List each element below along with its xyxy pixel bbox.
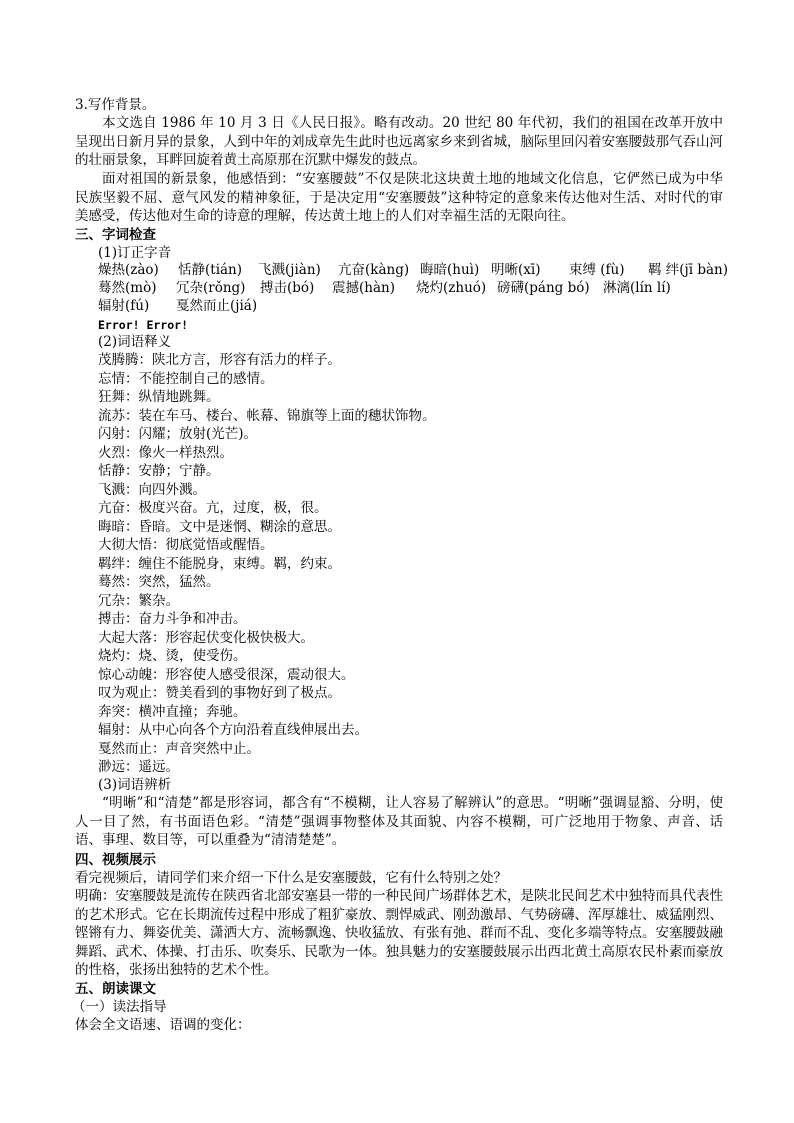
pinyin-item: 搏击(bó) bbox=[260, 280, 315, 296]
pinyin-item: 辐射(fú) bbox=[98, 298, 150, 314]
heading-word-check: 三、字词检查 bbox=[75, 227, 156, 243]
reading-subheading: （一）读法指导 bbox=[72, 999, 167, 1015]
heading-reading: 五、朗读课文 bbox=[75, 981, 156, 997]
definition-item: 渺远：遥远。 bbox=[98, 759, 179, 775]
discrimination-paragraph: “明晰”和“清楚”都是形容词，都含有“不模糊，让人容易了解辨认”的意思。“明晰”强调显豁、分明，使人一目了然，有书面语色彩。“清楚”强调事物整体及其面貌、内容不模糊，可广泛地用于物象、声音、话语、事理、数目等，可以重叠为“清清楚楚”。 bbox=[75, 795, 723, 849]
definition-item: 火烈：像火一样热烈。 bbox=[98, 444, 233, 461]
definition-item: 叹为观止：赞美看到的事物好到了极点。 bbox=[98, 685, 341, 701]
pinyin-item: 蓦然(mò) bbox=[98, 280, 157, 296]
heading-video: 四、视频展示 bbox=[75, 852, 156, 868]
definition-item: 大起大落：形容起伏变化极快极大。 bbox=[98, 629, 314, 646]
definition-item: 闪射：闪耀；放射(光芒)。 bbox=[98, 426, 258, 442]
pinyin-item: 晦暗(huì) bbox=[420, 262, 480, 278]
pinyin-item: 磅礴(páng bó) bbox=[497, 280, 590, 296]
definition-item: 烧灼：烧、烫，使受伤。 bbox=[98, 648, 247, 664]
background-paragraph-2: 面对祖国的新景象，他感悟到：“安塞腰鼓”不仅是陕北这块黄土地的地域文化信息，它俨然已成为中华民族坚毅不屈、意气风发的精神象征，于是决定用“安塞腰鼓”这种特定的意象来传达他对生活、对时代的审美感受，传达他对生命的诗意的理解，传达黄土地上的人们对幸福生活的无限向往。 bbox=[75, 171, 723, 225]
video-question: 看完视频后，请同学们来介绍一下什么是安塞腰鼓，它有什么特别之处？ bbox=[75, 870, 507, 886]
definition-item: 戛然而止：声音突然中止。 bbox=[98, 740, 260, 757]
pinyin-item: 戛然而止(jiá) bbox=[176, 298, 258, 314]
definition-item: 搏击：奋力斗争和冲击。 bbox=[98, 611, 247, 627]
section-3-title: 3.写作背景。 bbox=[75, 97, 156, 113]
pinyin-item: 恬静(tián) bbox=[178, 262, 243, 278]
pinyin-row-3 bbox=[98, 297, 738, 315]
definition-item: 奔突：横冲直撞；奔驰。 bbox=[98, 703, 247, 720]
pinyin-row-1 bbox=[98, 261, 738, 279]
pinyin-item: 明晰(xī) bbox=[491, 262, 541, 278]
subheading-pronunciation: (1)订正字音 bbox=[98, 245, 172, 261]
pinyin-item: 淋漓(lín lí) bbox=[603, 280, 671, 296]
pinyin-item: 束缚 (fù) bbox=[569, 262, 625, 278]
definition-item: 亢奋：极度兴奋。亢，过度，极，很。 bbox=[98, 500, 328, 516]
subheading-definitions: (2)词语释义 bbox=[98, 334, 172, 350]
definition-item: 羁绊：缠住不能脱身，束缚。羁，约束。 bbox=[98, 555, 341, 572]
pinyin-item: 羁 绊(jī bàn) bbox=[648, 262, 729, 278]
pinyin-item: 燥热(zào) bbox=[98, 262, 159, 278]
definition-item: 忘情：不能控制自己的感情。 bbox=[98, 370, 274, 387]
definition-item: 晦暗：昏暗。文中是迷惘、糊涂的意思。 bbox=[98, 518, 341, 535]
error-text: Error! Error! bbox=[98, 318, 189, 332]
pinyin-item: 冗杂(rǒng) bbox=[176, 280, 246, 296]
pinyin-item: 亢奋(kàng) bbox=[338, 262, 410, 278]
definition-item: 蓦然：突然，猛然。 bbox=[98, 574, 220, 590]
definition-item: 恬静：安静；宁静。 bbox=[98, 463, 220, 479]
definition-item: 大彻大悟：彻底觉悟或醒悟。 bbox=[98, 537, 274, 553]
definition-item: 狂舞：纵情地跳舞。 bbox=[98, 389, 220, 405]
background-paragraph-1: 本文选自 1986 年 10 月 3 日《人民日报》。略有改动。20 世纪 80 年代初，我们的祖国在改革开放中呈现出日新月异的景象，人到中年的刘成章先生此时也远离家乡来到省城，脑际里回闪着安塞腰鼓那气吞山河的壮丽景象，耳畔回旋着黄土高原那在沉默中爆发的鼓点。 bbox=[75, 115, 723, 169]
pinyin-row-2 bbox=[98, 279, 738, 297]
subheading-discrimination: (3)词语辨析 bbox=[98, 777, 172, 793]
definition-item: 流苏：装在车马、楼台、帐幕、锦旗等上面的穗状饰物。 bbox=[98, 407, 436, 424]
pinyin-item: 飞溅(jiàn) bbox=[258, 262, 321, 278]
video-answer: 明确：安塞腰鼓是流传在陕西省北部安塞县一带的一种民间广场群体艺术，是陕北民间艺术中独特而具代表性的艺术形式。它在长期流传过程中形成了粗犷豪放、剽悍威武、刚劲激昂、气势磅礴、浑厚雄壮、威猛刚烈、铿锵有力、舞姿优美、潇洒大方、流畅飘逸、快收猛放、有张有弛、群而不乱、变化多端等特点。安塞腰鼓融舞蹈、武术、体操、打击乐、吹奏乐、民歌为一体。独具魅力的安塞腰鼓展示出西北黄土高原农民朴素而豪放的性格，张扬出独特的艺术个性。 bbox=[75, 888, 723, 979]
pinyin-item: 烧灼(zhuó) bbox=[416, 280, 487, 296]
definition-item: 冗杂：繁杂。 bbox=[98, 592, 179, 609]
pinyin-item: 震撼(hàn) bbox=[332, 280, 395, 296]
definition-item: 惊心动魄：形容使人感受很深，震动很大。 bbox=[98, 666, 355, 683]
reading-instruction: 体会全文语速、语调的变化： bbox=[75, 1017, 251, 1033]
definition-item: 飞溅：向四外溅。 bbox=[98, 481, 206, 498]
definition-item: 茂腾腾：陕北方言，形容有活力的样子。 bbox=[98, 352, 341, 368]
definition-item: 辐射：从中心向各个方向沿着直线伸展出去。 bbox=[98, 722, 368, 738]
